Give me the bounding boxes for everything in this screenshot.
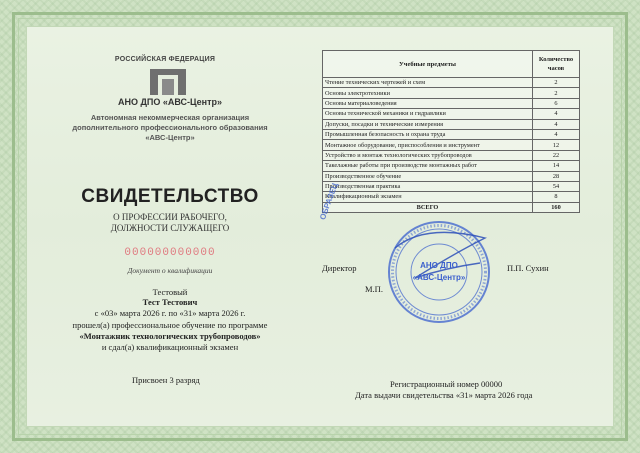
hours-cell: 4 (533, 129, 580, 139)
subject-cell: Производственное обучение (323, 171, 533, 181)
org-full-name-line: дополнительного профессионального образования (72, 123, 268, 132)
subject-cell: Чтение технических чертежей и схем (323, 78, 533, 88)
total-hours: 160 (533, 202, 580, 212)
table-row (323, 161, 580, 171)
hours-cell: 54 (533, 181, 580, 191)
hours-header-line: Количество (538, 56, 574, 63)
subtitle-line: О ПРОФЕССИИ РАБОЧЕГО, (113, 212, 227, 222)
country-label: РОССИЙСКАЯ ФЕДЕРАЦИЯ (114, 56, 216, 63)
document-type-label: Документ о квалификации (127, 266, 213, 275)
issue-date: Дата выдачи свидетельства «31» марта 2026 года (355, 390, 533, 400)
table-row (323, 78, 580, 88)
subtitle-line: ДОЛЖНОСТИ СЛУЖАЩЕГО (110, 223, 230, 233)
training-period: с «03» марта 2026 г. по «31» марта 2026 г. (94, 308, 246, 318)
rank-assigned: Присвоен 3 разряд (132, 375, 200, 385)
organization-stamp-icon (385, 218, 493, 326)
exam-line: и сдал(а) квалификационный экзамен (101, 342, 239, 352)
seal-place-label: М.П. (365, 284, 383, 294)
subject-cell: Основы электротехники (323, 88, 533, 98)
certificate-number: 000000000000 (124, 247, 216, 259)
subjects-table-body (323, 78, 580, 203)
org-full-name-line: «АВС-Центр» (145, 133, 195, 142)
table-row (323, 119, 580, 129)
hours-cell: 12 (533, 140, 580, 150)
subject-cell: Промышленная безопасность и охрана труда (323, 129, 533, 139)
table-row (323, 150, 580, 160)
table-row (323, 98, 580, 108)
hours-cell: 28 (533, 171, 580, 181)
hours-cell: 14 (533, 161, 580, 171)
document-subtitle (70, 212, 270, 234)
table-total-row (323, 202, 580, 212)
stamp-center-line-1: АНО ДПО (420, 261, 458, 270)
subjects-table (322, 50, 580, 213)
subject-cell: Основы материаловедения (323, 98, 533, 108)
org-logo-icon (146, 67, 190, 97)
subject-cell: Производственная практика (323, 181, 533, 191)
table-row (323, 171, 580, 181)
training-line: прошел(а) профессиональное обучение по программе (72, 320, 268, 330)
subject-cell: Монтажное оборудование, приспособления и инструмент (323, 140, 533, 150)
person-name: Тест Тестович (142, 297, 198, 307)
table-row (323, 88, 580, 98)
director-name: П.П. Сухин (507, 263, 549, 273)
hours-header-line: часов (547, 65, 565, 72)
hours-cell: 6 (533, 98, 580, 108)
hours-cell: 4 (533, 119, 580, 129)
subjects-header: Учебные предметы (323, 51, 533, 78)
hours-header (533, 51, 580, 78)
subject-cell: Квалификационный экзамен (323, 192, 533, 202)
director-label: Директор (322, 263, 357, 273)
hours-cell: 2 (533, 88, 580, 98)
table-row (323, 140, 580, 150)
table-header-row (323, 51, 580, 78)
stamp-center-line-2: «АВС-Центр» (412, 273, 466, 282)
org-full-name-line: Автономная некоммерческая организация (90, 113, 250, 122)
table-row (323, 192, 580, 202)
subject-cell: Допуски, посадки и технические измерения (323, 119, 533, 129)
org-short-name: АНО ДПО «АВС-Центр» (117, 97, 223, 107)
hours-cell: 2 (533, 78, 580, 88)
person-surname: Тестовый (152, 287, 188, 297)
total-label: ВСЕГО (323, 202, 533, 212)
subject-cell: Устройство и монтаж технологических трубопроводов (323, 150, 533, 160)
hours-cell: 4 (533, 109, 580, 119)
document-title: СВИДЕТЕЛЬСТВО (81, 186, 259, 207)
table-row (323, 109, 580, 119)
hours-cell: 8 (533, 192, 580, 202)
hours-cell: 22 (533, 150, 580, 160)
registration-number: Регистрационный номер 00000 (390, 379, 503, 389)
table-row (323, 129, 580, 139)
org-full-name (70, 113, 270, 143)
table-row (323, 181, 580, 191)
subject-cell: Основы технической механики и гидравлики (323, 109, 533, 119)
program-name: «Монтажник технологических трубопроводов» (79, 331, 261, 341)
subject-cell: Такелажные работы при производстве монтажных работ (323, 161, 533, 171)
sample-watermark: ОБРАЗЕЦ (318, 181, 340, 222)
